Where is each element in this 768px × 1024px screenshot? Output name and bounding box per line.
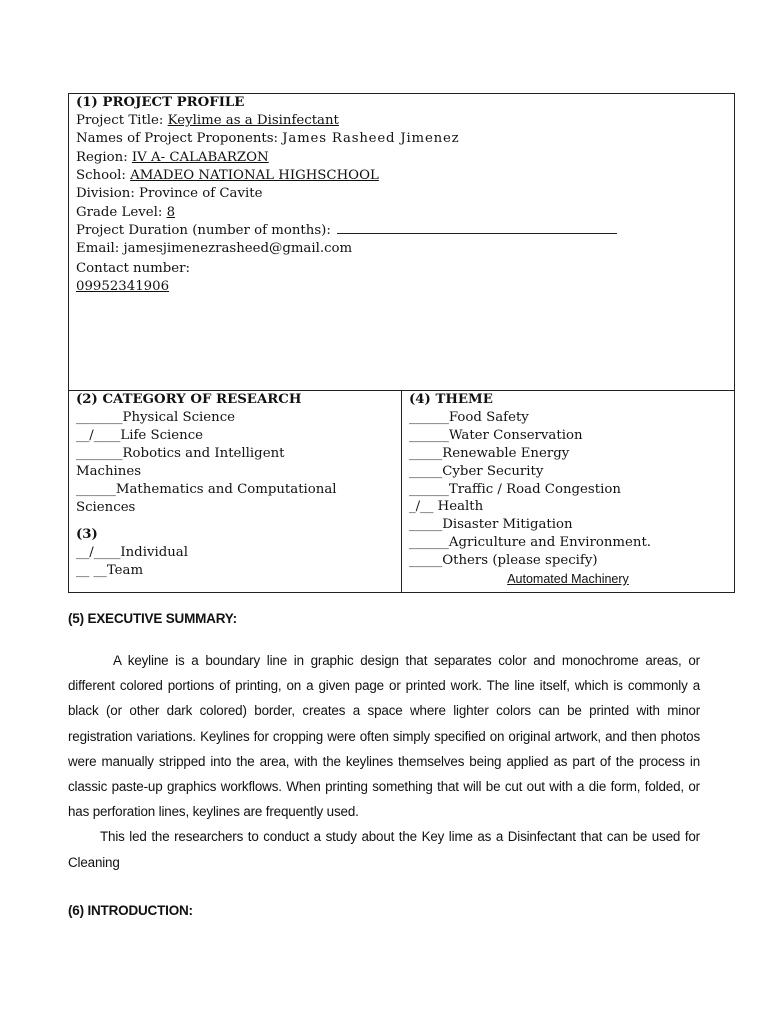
category-heading: (2) CATEGORY OF RESEARCH xyxy=(76,392,302,407)
introduction-heading: (6) INTRODUCTION: xyxy=(68,903,193,918)
research-type-heading: (3) xyxy=(76,527,98,542)
research-type-item: __/____Individual xyxy=(76,545,188,560)
region-value: IV A- CALABARZON xyxy=(131,150,269,165)
region-line xyxy=(76,149,269,167)
contact-value: 09952341906 xyxy=(76,279,170,294)
proponents-value: James Rasheed Jimenez xyxy=(282,131,460,146)
division-line: Division: Province of Cavite xyxy=(76,186,263,201)
duration-line xyxy=(76,222,617,240)
executive-summary-heading: (5) EXECUTIVE SUMMARY: xyxy=(68,611,237,626)
grade-line xyxy=(76,204,175,222)
project-profile-heading: (1) PROJECT PROFILE xyxy=(76,95,245,110)
project-form-table xyxy=(68,93,735,593)
proponents-label: Names of Project Proponents: xyxy=(76,131,283,146)
region-label: Region: xyxy=(76,150,132,165)
proponents-line xyxy=(76,130,459,148)
theme-item: ______Food Safety xyxy=(409,410,529,425)
category-item: Machines xyxy=(76,464,142,479)
category-of-research-cell xyxy=(69,391,402,592)
category-item: _______Physical Science xyxy=(76,410,236,425)
project-title-line xyxy=(76,112,339,130)
project-title-value: Keylime as a Disinfectant xyxy=(167,113,339,128)
theme-cell xyxy=(402,391,734,592)
theme-item: _____Others (please specify) xyxy=(409,553,598,568)
category-item: __/____Life Science xyxy=(76,428,204,443)
theme-item: ______Water Conservation xyxy=(409,428,583,443)
category-item: _______Robotics and Intelligent xyxy=(76,446,285,461)
theme-item: _____Disaster Mitigation xyxy=(409,517,573,532)
executive-summary-body xyxy=(68,648,700,875)
email-line: Email: jamesjimenezrasheed@gmail.com xyxy=(76,241,353,256)
theme-item: _____Renewable Energy xyxy=(409,446,570,461)
project-profile-cell xyxy=(69,94,734,391)
category-item: Sciences xyxy=(76,500,136,515)
theme-other-specify: Automated Machinery xyxy=(507,572,629,586)
school-value: AMADEO NATIONAL HIGHSCHOOL xyxy=(130,168,379,183)
theme-item: _____Cyber Security xyxy=(409,464,544,479)
duration-label: Project Duration (number of months): xyxy=(76,223,331,238)
theme-heading: (4) THEME xyxy=(409,392,493,407)
summary-paragraph: A keyline is a boundary line in graphic design that separates color and monochrome areas, or different colored portions of printing, on a given page or printed work. The line itself, which is commonly a black (or other dark colored) border, creates a space where lighter colors can be printed with minor registration variations. Keylines for cropping were often simply specified on original artwork, and then photos were manually stripped into the area, with the keylines themselves being applied as part of the process in classic paste-up graphics workflows. When printing something that will be cut out with a die form, folded, or has perforation lines, keylines are frequently used. xyxy=(68,653,700,820)
duration-blank xyxy=(337,232,617,234)
contact-label: Contact number: xyxy=(76,261,190,276)
project-title-label: Project Title: xyxy=(76,113,168,128)
grade-value: 8 xyxy=(166,205,176,220)
theme-item: ______Traffic / Road Congestion xyxy=(409,482,621,497)
grade-label: Grade Level: xyxy=(76,205,167,220)
school-line xyxy=(76,167,379,185)
theme-item: _/__ Health xyxy=(409,499,484,514)
summary-paragraph: This led the researchers to conduct a study about the Key lime as a Disinfectant that can be used for Cleaning xyxy=(68,829,700,870)
research-type-item: __ __Team xyxy=(76,563,144,578)
school-label: School: xyxy=(76,168,131,183)
theme-item: ______Agriculture and Environment. xyxy=(409,535,652,550)
category-item: ______Mathematics and Computational xyxy=(76,482,337,497)
